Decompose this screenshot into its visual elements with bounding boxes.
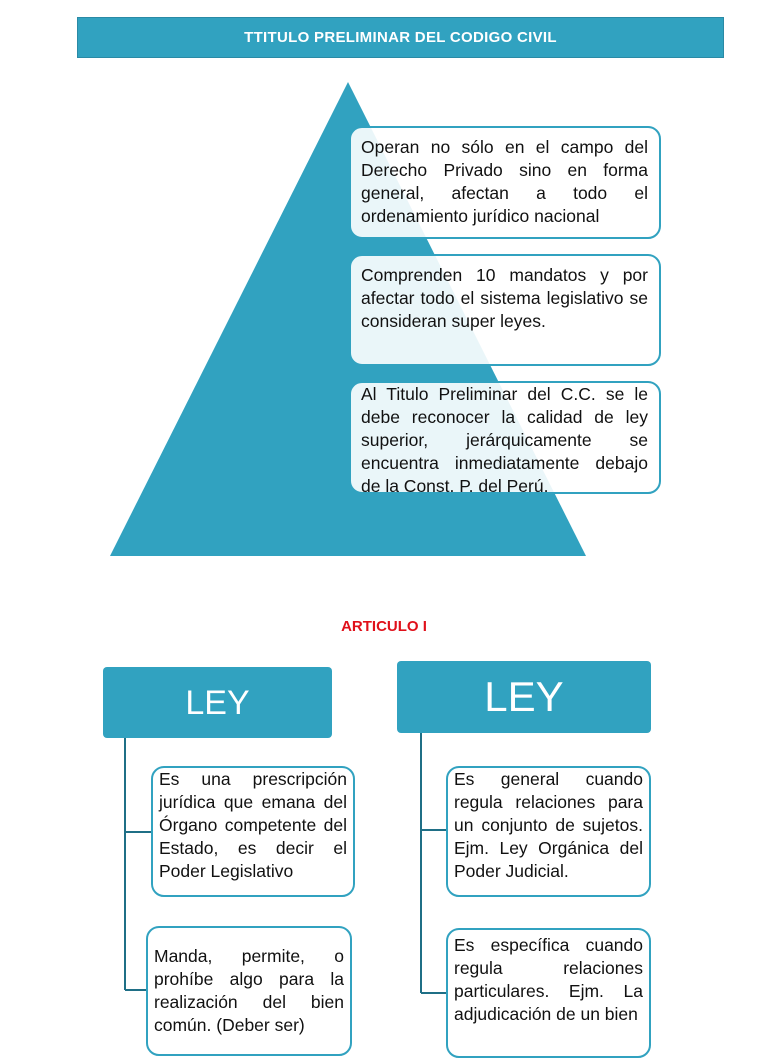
left-item-1-text: Es una prescripción jurídica que emana del Órgano competente del Estado, es decir el Poder Legislativo — [159, 769, 347, 881]
left-item-2-text: Manda, permite, o prohíbe algo para la realización del bien común. (Deber ser) — [154, 946, 344, 1035]
pyramid-box-3-text: Al Titulo Preliminar del C.C. se le debe reconocer la calidad de ley superior, jerárquicamente se encuentra inmediatamente debajo de la Const. P. del Perú. — [361, 384, 648, 496]
article-title: ARTICULO I — [341, 618, 427, 635]
pyramid-box-1-text: Operan no sólo en el campo del Derecho Privado sino en forma general, afectan a todo el ordenamiento jurídico nacional — [361, 137, 648, 226]
right-item-2 — [446, 928, 651, 1058]
right-item-1-text: Es general cuando regula relaciones para un conjunto de sujetos. Ejm. Ley Orgánica del Poder Judicial. — [454, 769, 643, 881]
left-item-2 — [146, 926, 352, 1056]
ley-header-left-label: LEY — [185, 684, 250, 722]
right-item-2-text: Es específica cuando regula relaciones particulares. Ejm. La adjudicación de un bien — [454, 935, 643, 1024]
right-item-1 — [446, 766, 651, 897]
ley-header-right — [397, 661, 651, 733]
ley-header-left — [103, 667, 332, 738]
ley-header-right-label: LEY — [484, 673, 564, 720]
left-item-1 — [151, 766, 355, 897]
page-title: TTITULO PRELIMINAR DEL CODIGO CIVIL — [77, 17, 724, 58]
pyramid-box-2-text: Comprenden 10 mandatos y por afectar todo el sistema legislativo se consideran super leyes. — [361, 265, 648, 331]
